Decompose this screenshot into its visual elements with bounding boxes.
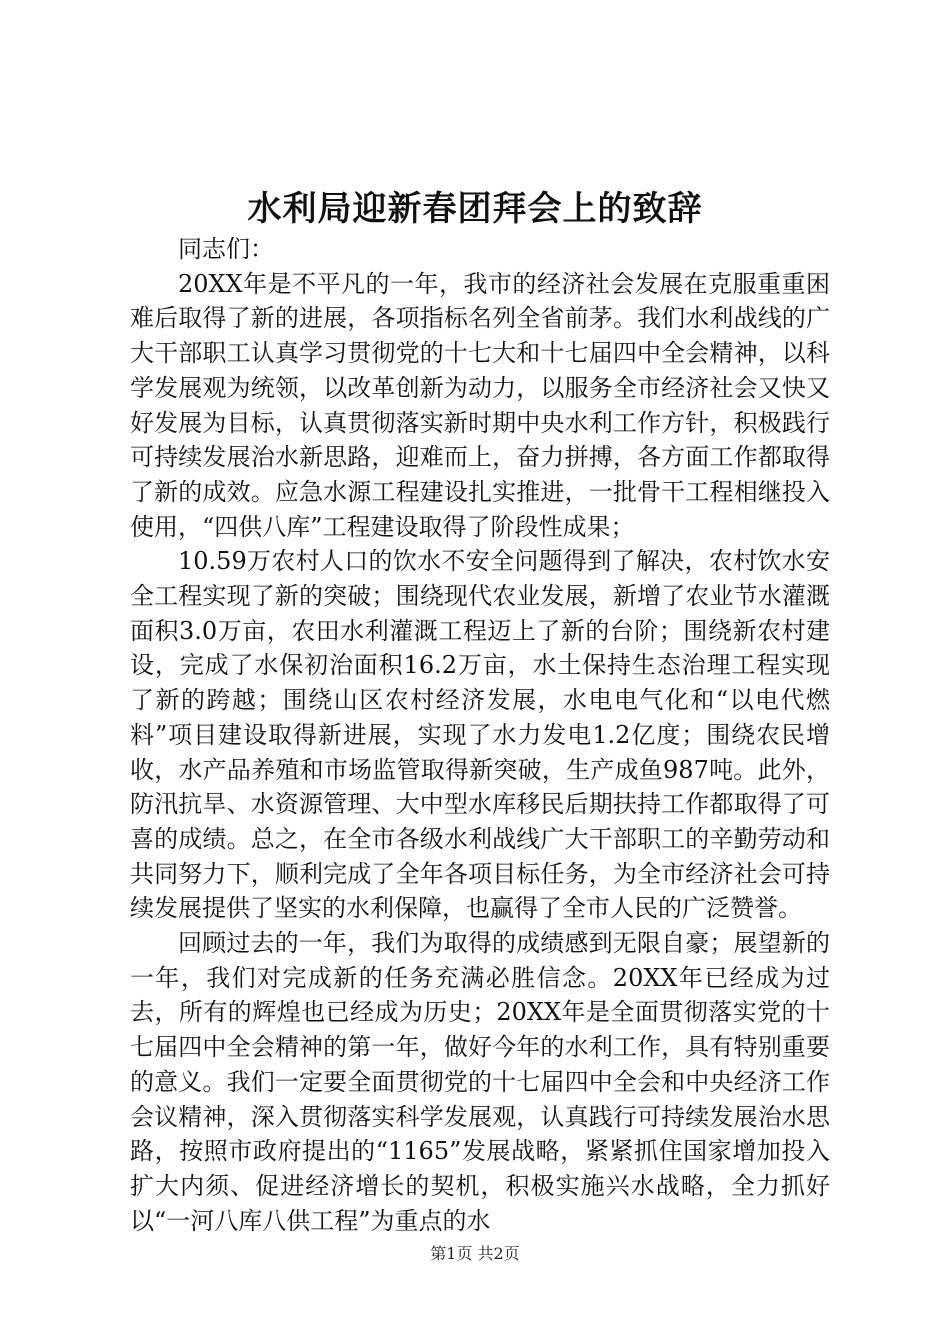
page-footer: 第1页 共2页 (430, 1244, 520, 1263)
document-body (130, 232, 830, 1238)
salutation: 同志们： (178, 235, 274, 263)
paragraph-1: 20XX年是不平凡的一年，我市的经济社会发展在克服重重困难后取得了新的进展，各项指标名列全省前茅。我们水利战线的广大干部职工认真学习贯彻党的十七大和十七届四中全会精神，以科学发展观为统领，以改革创新为动力，以服务全市经济社会又快又好发展为目标，认真贯彻落实新时期中央水利工作方针，积极践行可持续发展治水新思路，迎难而上，奋力拼搏，各方面工作都取得了新的成效。应急水源工程建设扎实推进，一批骨干工程相继投入使用，“四供八库”工程建设取得了阶段性成果； (130, 269, 830, 541)
paragraph-2: 10.59万农村人口的饮水不安全问题得到了解决，农村饮水安全工程实现了新的突破；围绕现代农业发展，新增了农业节水灌溉面积3.0万亩，农田水利灌溉工程迈上了新的台阶；围绕新农村建设，完成了水保初治面积16.2万亩，水土保持生态治理工程实现了新的跨越；围绕山区农村经济发展，水电电气化和“以电代燃料”项目建设取得新进展，实现了水力发电1.2亿度；围绕农民增收，水产品养殖和市场监管取得新突破，生产成鱼987吨。此外，防汛抗旱、水资源管理、大中型水库移民后期扶持工作都取得了可喜的成绩。总之，在全市各级水利战线广大干部职工的辛勤劳动和共同努力下，顺利完成了全年各项目标任务，为全市经济社会可持续发展提供了坚实的水利保障，也赢得了全市人民的广泛赞誉。 (130, 547, 830, 923)
document-title: 水利局迎新春团拜会上的致辞 (247, 189, 703, 229)
paragraph-3: 回顾过去的一年，我们为取得的成绩感到无限自豪；展望新的一年，我们对完成新的任务充满必胜信念。20XX年已经成为过去，所有的辉煌也已经成为历史；20XX年是全面贯彻落实党的十七届四中全会精神的第一年，做好今年的水利工作，具有特别重要的意义。我们一定要全面贯彻党的十七届四中全会和中央经济工作会议精神，深入贯彻落实科学发展观，认真践行可持续发展治水思路，按照市政府提出的“1165”发展战略，紧紧抓住国家增加投入扩大内须、促进经济增长的契机，积极实施兴水战略，全力抓好以“一河八库八供工程”为重点的水 (130, 929, 830, 1235)
